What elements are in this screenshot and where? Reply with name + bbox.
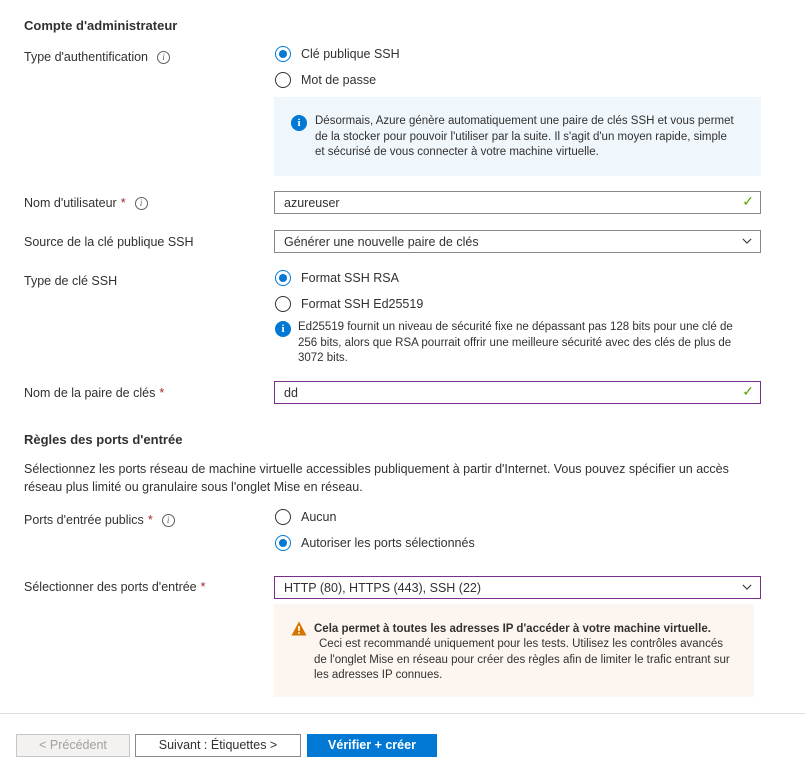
warning-icon	[291, 621, 307, 636]
radio-selected-icon[interactable]	[275, 535, 291, 551]
radio-unselected-icon[interactable]	[275, 72, 291, 88]
checkmark-icon: ✓	[742, 193, 754, 209]
radio-unselected-icon[interactable]	[275, 296, 291, 312]
required-asterisk: *	[147, 513, 153, 527]
review-create-button[interactable]: Vérifier + créer	[307, 734, 437, 757]
radio-password[interactable]: Mot de passe	[275, 72, 376, 88]
ssh-key-type-info: Ed25519 fournit un niveau de sécurité fixe ne dépassant pas 128 bits pour une clé de 256 bits, alors que RSA pourrait offrir une meilleure sécurité avec des clés de plus de 3072 bits.	[298, 321, 733, 364]
inbound-section-title: Règles des ports d'entrée	[24, 432, 183, 447]
warning-body: Ceci est recommandé uniquement pour les tests. Utilisez les contrôles avancés de l'onglet Mise en réseau pour créer des règles afin de limiter le trafic entrant sur les adresses IP connues.	[314, 638, 730, 681]
inbound-description: Sélectionnez les ports réseau de machine virtuelle accessibles publiquement à partir d'Internet. Vous pouvez spécifier un accès réseau plus limité ou granulaire sous l'onglet Mise en réseau.	[24, 462, 729, 494]
required-asterisk: *	[120, 196, 126, 210]
auth-info-box	[274, 97, 761, 176]
radio-allow-selected-ports[interactable]: Autoriser les ports sélectionnés	[275, 535, 475, 551]
ssh-source-label: Source de la clé publique SSH	[24, 235, 194, 249]
key-pair-label: Nom de la paire de clés *	[24, 386, 165, 400]
radio-ssh-rsa[interactable]: Format SSH RSA	[275, 270, 399, 286]
auth-type-label: Type d'authentification i	[24, 50, 170, 64]
radio-ssh-public-key[interactable]: Clé publique SSH	[275, 46, 400, 62]
info-icon[interactable]: i	[157, 51, 170, 64]
previous-button[interactable]: < Précédent	[16, 734, 130, 757]
username-label: Nom d'utilisateur * i	[24, 196, 148, 210]
info-icon[interactable]: i	[162, 514, 175, 527]
radio-ssh-ed25519[interactable]: Format SSH Ed25519	[275, 296, 423, 312]
info-icon[interactable]: i	[135, 197, 148, 210]
chevron-down-icon	[742, 236, 752, 246]
required-asterisk: *	[159, 386, 165, 400]
warning-box	[274, 604, 754, 697]
info-icon: i	[275, 321, 291, 337]
key-pair-input[interactable]: dd ✓	[274, 381, 761, 404]
username-input[interactable]: azureuser ✓	[274, 191, 761, 214]
radio-selected-icon[interactable]	[275, 270, 291, 286]
admin-section-title: Compte d'administrateur	[24, 18, 178, 33]
select-ports-dropdown[interactable]: HTTP (80), HTTPS (443), SSH (22)	[274, 576, 761, 599]
info-icon: i	[291, 115, 307, 131]
checkmark-icon: ✓	[742, 383, 754, 399]
radio-none[interactable]: Aucun	[275, 509, 336, 525]
warning-title: Cela permet à toutes les adresses IP d'accéder à votre machine virtuelle.	[314, 623, 711, 635]
ssh-key-type-label: Type de clé SSH	[24, 274, 118, 288]
ssh-source-dropdown[interactable]: Générer une nouvelle paire de clés	[274, 230, 761, 253]
radio-selected-icon[interactable]	[275, 46, 291, 62]
select-ports-label: Sélectionner des ports d'entrée *	[24, 580, 206, 594]
required-asterisk: *	[200, 580, 206, 594]
auth-info-text: Désormais, Azure génère automatiquement une paire de clés SSH et vous permet de la stocker pour pouvoir l'utiliser par la suite. Il s'agit d'un moyen rapide, simple et sécurisé de vous connecter à votre machine virtuelle.	[315, 115, 734, 158]
chevron-down-icon	[742, 582, 752, 592]
next-tags-button[interactable]: Suivant : Étiquettes >	[135, 734, 301, 757]
public-ports-label: Ports d'entrée publics * i	[24, 513, 175, 527]
footer-divider	[0, 713, 805, 714]
radio-unselected-icon[interactable]	[275, 509, 291, 525]
